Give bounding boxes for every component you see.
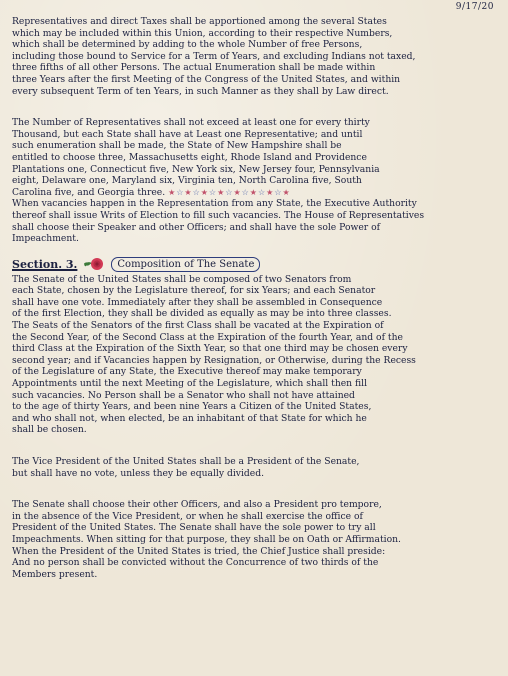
- text-line: which may be included within this Union, according to their respective Numbers,: [12, 27, 393, 39]
- text-line: The Senate of the United States shall be composed of two Senators from: [12, 273, 352, 285]
- text-line: And no person shall be convicted without the Concurrence of two thirds of the: [12, 557, 379, 569]
- paragraph-senate-composition: [12, 274, 498, 436]
- text-line: Impeachment.: [12, 233, 79, 245]
- rose-icon: [83, 257, 105, 271]
- text-line: Appointments until the next Meeting of the Legislature, which shall then fill: [12, 378, 368, 390]
- text-line: thereof shall issue Writs of Election to fill such vacancies. The House of Representatives: [12, 209, 425, 221]
- text-line: eight, Delaware one, Maryland six, Virginia ten, North Carolina five, South: [12, 175, 362, 187]
- page-date: 9/17/20: [455, 2, 494, 12]
- star-doodles-icon: ★☆★☆★☆★☆★☆★☆★☆★: [168, 187, 291, 197]
- text-line: shall be chosen.: [12, 424, 87, 436]
- text-line: the Second Year, of the Second Class at the Expiration of the fourth Year, and of the: [12, 331, 403, 343]
- text-line: Members present.: [12, 568, 98, 580]
- text-line: such enumeration shall be made, the State of New Hampshire shall be: [12, 140, 342, 152]
- text-line: The Seats of the Senators of the first Class shall be vacated at the Expiration of: [12, 320, 384, 332]
- text-line: but shall have no vote, unless they be equally divided.: [12, 467, 265, 479]
- text-line: Plantations one, Connecticut five, New York six, New Jersey four, Pennsylvania: [12, 163, 380, 175]
- text-line: of the Legislature of any State, the Executive thereof may make temporary: [12, 366, 362, 378]
- paragraph-number-of-representatives: [12, 117, 498, 198]
- section-label: Section. 3.: [12, 257, 78, 271]
- text-line: of the first Election, they shall be divided as equally as may be into three classes.: [12, 308, 392, 320]
- text-line: three Years after the first Meeting of the Congress of the United States, and within: [12, 73, 401, 85]
- text-line: and who shall not, when elected, be an inhabitant of that State for which he: [12, 412, 367, 424]
- section-3-heading: [12, 257, 498, 272]
- text-line: each State, chosen by the Legislature thereof, for six Years; and each Senator: [12, 285, 376, 297]
- text-line: entitled to choose three, Massachusetts eight, Rhode Island and Providence: [12, 151, 367, 163]
- text-line: Thousand, but each State shall have at Least one Representative; and until: [12, 128, 363, 140]
- text-line: every subsequent Term of ten Years, in such Manner as they shall by Law direct.: [12, 85, 389, 97]
- text-line-with-stars: [12, 187, 498, 199]
- text-line: including those bound to Service for a Term of Years, and excluding Indians not taxed,: [12, 50, 416, 62]
- text-line: The Vice President of the United States shall be a President of the Senate,: [12, 456, 360, 467]
- text-line: President of the United States. The Senate shall have the sole power to try all: [12, 522, 376, 534]
- text-line: such vacancies. No Person shall be a Senator who shall not have attained: [12, 389, 355, 401]
- text-line: When the President of the United States is tried, the Chief Justice shall preside:: [12, 545, 386, 557]
- text-line: in the absence of the Vice President, or when he shall exercise the office of: [12, 510, 363, 522]
- text-line: third Class at the Expiration of the Sixth Year, so that one third may be chosen every: [12, 343, 408, 355]
- paragraph-vice-president: [12, 456, 498, 479]
- text-line: The Senate shall choose their other Officers, and also a President pro tempore,: [12, 499, 382, 511]
- section-title: Composition of The Senate: [111, 257, 260, 272]
- text-line: second year; and if Vacancies happen by Resignation, or Otherwise, during the Recess: [12, 354, 416, 366]
- text-line: Carolina five, and Georgia three.: [12, 186, 166, 198]
- text-line: which shall be determined by adding to the whole Number of free Persons,: [12, 39, 363, 51]
- text-line: The Number of Representatives shall not exceed at least one for every thirty: [12, 117, 370, 129]
- paragraph-vacancies: [12, 198, 498, 244]
- paragraph-apportionment: [12, 16, 498, 97]
- text-line: shall choose their Speaker and other Officers; and shall have the sole Power of: [12, 221, 381, 233]
- text-line: Representatives and direct Taxes shall be apportioned among the several States: [12, 16, 387, 27]
- paragraph-senate-officers: [12, 499, 498, 580]
- text-line: Impeachments. When sitting for that purpose, they shall be on Oath or Affirmation.: [12, 533, 401, 545]
- text-line: three fifths of all other Persons. The actual Enumeration shall be made within: [12, 62, 376, 74]
- text-line: When vacancies happen in the Representation from any State, the Executive Authority: [12, 198, 417, 210]
- text-line: to the age of thirty Years, and been nine Years a Citizen of the United States,: [12, 401, 372, 413]
- text-line: shall have one vote. Immediately after they shall be assembled in Consequence: [12, 296, 383, 308]
